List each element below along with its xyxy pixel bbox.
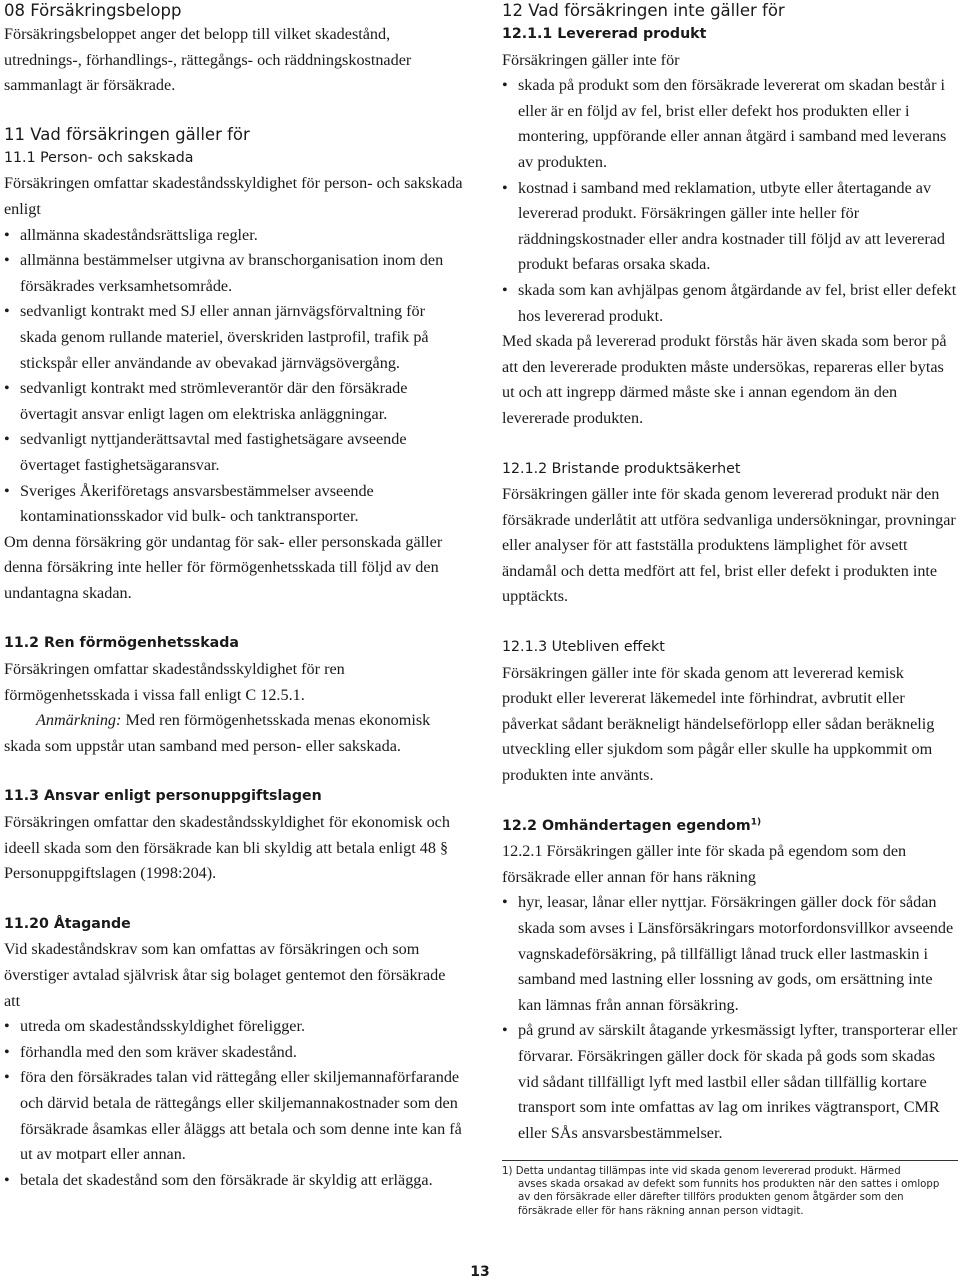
- section-11-1-intro: Försäkringen omfattar skadeståndsskyldighet för person- och sakskada enligt: [4, 174, 463, 218]
- list-item: • allmänna bestämmelser utgivna av branschorganisation inom den försäkrades verksamhetsområde.: [4, 248, 464, 299]
- section-11-1-list: [4, 223, 464, 530]
- list-item: • skada som kan avhjälpas genom åtgärdande av fel, brist eller defekt hos levererad produkt.: [502, 278, 958, 329]
- footnote-divider: [502, 1160, 958, 1161]
- section-12-2-heading: [502, 814, 958, 840]
- section-11-20-list: [4, 1014, 464, 1193]
- section-12-heading: 12 Vad försäkringen inte gäller för: [502, 1, 785, 20]
- section-11-20-heading: 11.20 Åtagande: [4, 915, 131, 932]
- section-11-2-body: Försäkringen omfattar skadeståndsskyldighet för ren förmögenhetsskada i vissa fall enligt C 12.5.1.: [4, 660, 345, 704]
- section-11-3-body: Försäkringen omfattar den skadeståndsskyldighet för ekonomisk och ideell skada som den försäkrade kan bli skyldig att betala enligt 48 § Personuppgiftslagen (1998:204).: [4, 813, 450, 883]
- left-column: [4, 0, 464, 1193]
- list-item: • utreda om skadeståndsskyldighet föreligger.: [4, 1014, 464, 1040]
- section-08-body: Försäkringsbeloppet anger det belopp till vilket skadestånd, utrednings-, förhandlings-, rättegångs- och räddningskostnader sammanlagt är försäkrade.: [4, 25, 412, 95]
- footnote: [502, 1165, 952, 1218]
- section-11-heading: 11 Vad försäkringen gäller för: [4, 124, 250, 144]
- section-12-1-3-heading: 12.1.3 Utebliven effekt: [502, 639, 665, 656]
- section-12-1-1-intro: Försäkringen gäller inte för: [502, 50, 680, 69]
- section-12-1-3-body: Försäkringen gäller inte för skada genom att levererad kemisk produkt eller levererat läkemedel inte förhindrat, avbrutit eller påverkat sådant beräkneligt händelseförlopp eller sådan beräknelig utveckling eller sjukdom som pågår eller skulle ha uppkommit om produkten inte använts.: [502, 663, 935, 785]
- note-label: Anmärkning:: [36, 711, 122, 730]
- section-12-1-2-heading: 12.1.2 Bristande produktsäkerhet: [502, 460, 741, 477]
- right-column: [502, 0, 958, 1146]
- section-12-1-2-body: Försäkringen gäller inte för skada genom levererad produkt när den försäkrade underlåtit att utföra sedvanliga undersökningar, provningar eller analyser för att fastställa produktens lämplighet för avsett ändamål och detta medfört att fel, brist eller defekt i produkten inte upptäckts.: [502, 485, 956, 606]
- footnote-marker: 1): [750, 816, 762, 827]
- section-12-2-1-intro: 12.2.1 Försäkringen gäller inte för skada på egendom som den försäkrade eller annan för hans räkning: [502, 842, 907, 886]
- list-item: • allmänna skadeståndsrättsliga regler.: [4, 223, 464, 249]
- section-11-3-heading: 11.3 Ansvar enligt personuppgiftslagen: [4, 788, 322, 805]
- list-item: • föra den försäkrades talan vid rättegång eller skiljemannaförfarande och därvid betala de rättegångs eller skiljemannakostnader som den försäkrade åsamkas eller åläggs att betala och som denne inte kan få ut av motpart eller annan.: [4, 1065, 464, 1167]
- section-11-1-outro: Om denna försäkring gör undantag för sak- eller personskada gäller denna försäkring inte heller för förmögenhetsskada till följd av den undantagna skadan.: [4, 532, 443, 602]
- section-11-2-note: [4, 708, 464, 759]
- note-text: Med ren förmögenhetsskada menas ekonomisk skada som uppstår utan samband med person- eller sakskada.: [4, 711, 431, 755]
- section-08-heading: 08 Försäkringsbelopp: [4, 1, 182, 20]
- list-item: • hyr, leasar, lånar eller nyttjar. Försäkringen gäller dock för sådan skada som avses i Länsförsäkringars motorfordonsvillkor avseende vagnskadeförsäkring, på tillfälligt lånad truck eller lastmaskin i samband med lastning eller lossning av gods, om ersättning inte kan lämnas från annan försäkring.: [502, 890, 958, 1018]
- section-11-1-heading: 11.1 Person- och sakskada: [4, 149, 194, 166]
- footnote-first-line: 1) Detta undantag tillämpas inte vid skada genom levererad produkt. Härmed: [502, 1166, 901, 1177]
- list-item: • på grund av särskilt åtagande yrkesmässigt lyfter, transporterar eller förvarar. Försäkringen gäller dock för skada på gods som skadas vid sådant tillfälligt lyft med lastbil eller sådan tillfällig kortare transport som inte omfattas av lag om inrikes vägtransport, CMR eller SÅs ansvarsbestämmelser.: [502, 1018, 958, 1146]
- page-number: 13: [470, 1264, 490, 1280]
- list-item: • sedvanligt nyttjanderättsavtal med fastighetsägare avseende övertaget fastighetsägaransvar.: [4, 427, 464, 478]
- list-item: • betala det skadestånd som den försäkrade är skyldig att erlägga.: [4, 1168, 464, 1194]
- list-item: • sedvanligt kontrakt med SJ eller annan järnvägsförvaltning för skada genom rullande materiel, överskriden lastprofil, trafik på stickspår eller användande av obevakad järnvägsövergång.: [4, 299, 464, 376]
- list-item: • skada på produkt som den försäkrade levererat om skadan består i eller är en följd av fel, brist eller defekt hos produkten eller i montering, uppförande eller annan åtgärd i samband med leverans av produkten.: [502, 73, 958, 175]
- section-12-2-1-list: [502, 890, 958, 1146]
- section-11-20-intro: Vid skadeståndskrav som kan omfattas av försäkringen och som överstiger avtalad självrisk åtar sig bolaget gentemot den försäkrade att: [4, 940, 446, 1010]
- section-12-1-1-heading: 12.1.1 Levererad produkt: [502, 26, 707, 42]
- list-item: • kostnad i samband med reklamation, utbyte eller återtagande av levererad produkt. Försäkringen gäller inte heller för räddningskostnader eller andra kostnader till följd av att levererad produkt befaras orsaka skada.: [502, 176, 958, 278]
- section-12-1-1-list: [502, 73, 958, 329]
- list-item: • Sveriges Åkeriföretags ansvarsbestämmelser avseende kontaminationsskador vid bulk- och tanktransporter.: [4, 479, 464, 530]
- section-11-2-heading: 11.2 Ren förmögenhetsskada: [4, 635, 239, 652]
- list-item: • sedvanligt kontrakt med strömleverantör där den försäkrade övertagit ansvar enligt lagen om elektriska anläggningar.: [4, 376, 464, 427]
- section-12-1-1-outro: Med skada på levererad produkt förstås här även skada som beror på att den levererade produkten måste undersökas, repareras eller bytas ut och att ingrepp därmed måste ske i annan egendom än den levererade produkten.: [502, 332, 947, 427]
- list-item: • förhandla med den som kräver skadestånd.: [4, 1040, 464, 1066]
- section-12-2-title: 12.2 Omhändertagen egendom: [502, 817, 751, 834]
- footnote-continuation: avses skada orsakad av defekt som funnits hos produkten när den sattes i omlopp av den försäkrade eller därefter tillförs produkten genom åtgärder som den försäkrade eller för hans räkning annan person vidtagit.: [518, 1179, 940, 1217]
